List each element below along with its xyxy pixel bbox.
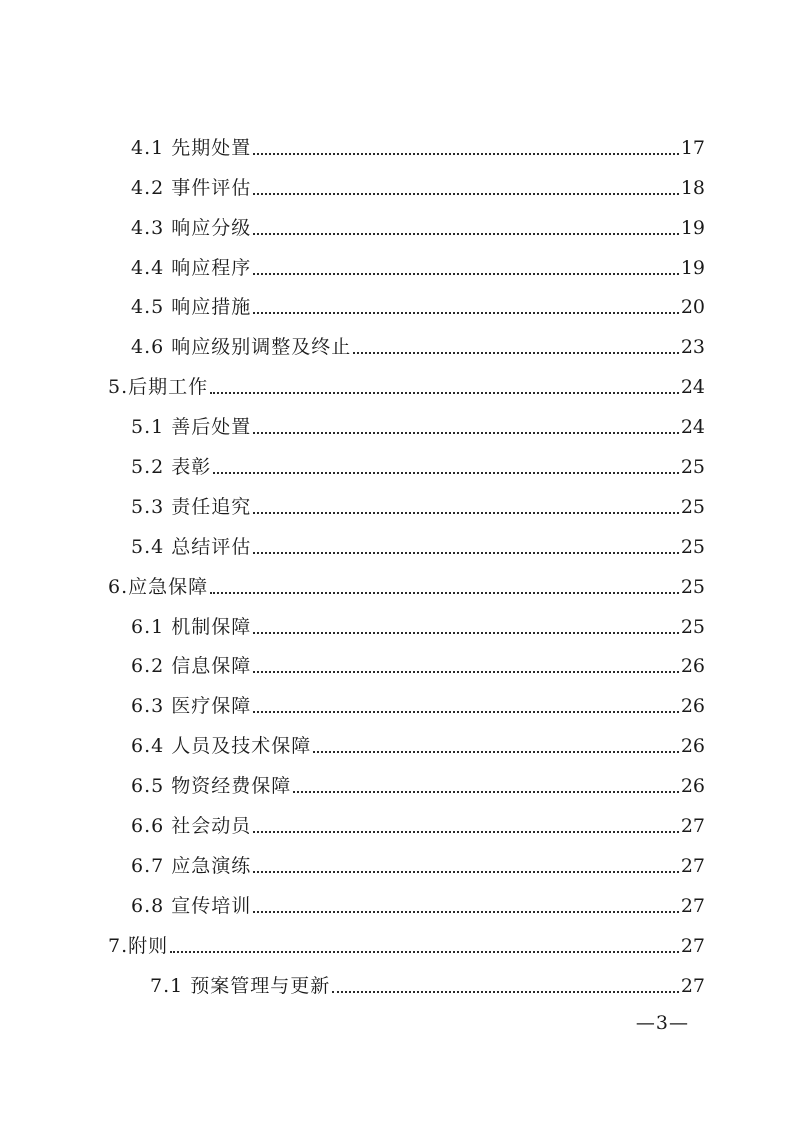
toc-entry-page-number: 27: [680, 815, 705, 838]
toc-dot-leader: [253, 830, 679, 833]
toc-entry[interactable]: [0, 168, 793, 208]
toc-entry-page-number: 24: [680, 416, 705, 439]
toc-entry-page-number: 27: [680, 974, 705, 997]
toc-entry-page-number: 19: [680, 216, 705, 239]
toc-dot-leader: [253, 431, 679, 434]
toc-entry-title: 6.应急保障: [108, 575, 209, 598]
toc-entry-page-number: 17: [680, 136, 705, 159]
toc-dot-leader: [253, 152, 679, 155]
toc-entry[interactable]: [0, 407, 793, 447]
toc-dot-leader: [253, 192, 679, 195]
toc-entry-title: 4.6 响应级别调整及终止: [131, 336, 352, 359]
toc-entry-title: 7.1 预案管理与更新: [150, 974, 331, 997]
toc-dot-leader: [210, 591, 679, 594]
toc-entry-title: 4.2 事件评估: [131, 176, 252, 199]
toc-dot-leader: [253, 232, 679, 235]
toc-entry-title: 4.5 响应措施: [131, 296, 252, 319]
toc-dot-leader: [253, 710, 679, 713]
toc-entry-title: 5.后期工作: [108, 376, 209, 399]
page-number: —3—: [635, 1012, 689, 1034]
toc-entry-page-number: 18: [680, 176, 705, 199]
toc-entry[interactable]: [0, 926, 793, 966]
toc-entry-page-number: 25: [680, 495, 705, 518]
toc-entry[interactable]: [0, 248, 793, 288]
toc-dot-leader: [293, 790, 679, 793]
toc-entry[interactable]: [0, 647, 793, 687]
toc-entry[interactable]: [0, 766, 793, 806]
toc-dot-leader: [253, 910, 679, 913]
toc-entry[interactable]: [0, 487, 793, 527]
toc-entry-page-number: 26: [680, 655, 705, 678]
toc-entry[interactable]: [0, 288, 793, 328]
toc-entry-page-number: 27: [680, 934, 705, 957]
toc-entry-title: 6.1 机制保障: [131, 615, 252, 638]
toc-entry-title: 5.2 表彰: [131, 456, 212, 479]
toc-dot-leader: [213, 471, 679, 474]
toc-entry[interactable]: [0, 806, 793, 846]
toc-entry-title: 6.6 社会动员: [131, 815, 252, 838]
toc-entry-page-number: 26: [680, 695, 705, 718]
toc-dot-leader: [253, 511, 679, 514]
toc-entry-page-number: 27: [680, 894, 705, 917]
toc-entry-page-number: 27: [680, 854, 705, 877]
toc-dot-leader: [253, 272, 679, 275]
toc-entry-title: 4.3 响应分级: [131, 216, 252, 239]
toc-entry-title: 4.1 先期处置: [131, 136, 252, 159]
toc-entry-page-number: 25: [680, 615, 705, 638]
toc-dot-leader: [253, 311, 679, 314]
toc-entry-title: 6.7 应急演练: [131, 854, 252, 877]
toc-entry[interactable]: [0, 367, 793, 407]
toc-entry-page-number: 19: [680, 256, 705, 279]
toc-entry[interactable]: [0, 607, 793, 647]
toc-entry[interactable]: [0, 567, 793, 607]
toc-entry-title: 6.3 医疗保障: [131, 695, 252, 718]
toc-entry[interactable]: [0, 447, 793, 487]
toc-dot-leader: [253, 551, 679, 554]
toc-dot-leader: [170, 950, 679, 953]
toc-entry-page-number: 26: [680, 735, 705, 758]
toc-entry-title: 5.4 总结评估: [131, 535, 252, 558]
toc-entry-page-number: 23: [680, 336, 705, 359]
toc-dot-leader: [332, 990, 679, 993]
table-of-contents: [0, 128, 793, 1006]
toc-entry[interactable]: [0, 726, 793, 766]
toc-entry[interactable]: [0, 886, 793, 926]
toc-entry-title: 6.4 人员及技术保障: [131, 735, 312, 758]
toc-dot-leader: [253, 670, 679, 673]
toc-entry-title: 7.附则: [108, 934, 169, 957]
toc-entry[interactable]: [0, 966, 793, 1006]
toc-entry-page-number: 25: [680, 456, 705, 479]
toc-entry-page-number: 25: [680, 575, 705, 598]
toc-dot-leader: [253, 870, 679, 873]
toc-entry[interactable]: [0, 846, 793, 886]
toc-dot-leader: [353, 351, 679, 354]
toc-entry[interactable]: [0, 327, 793, 367]
toc-entry[interactable]: [0, 128, 793, 168]
toc-dot-leader: [313, 750, 679, 753]
toc-entry[interactable]: [0, 208, 793, 248]
toc-entry-title: 6.2 信息保障: [131, 655, 252, 678]
toc-entry[interactable]: [0, 527, 793, 567]
toc-entry-page-number: 25: [680, 535, 705, 558]
toc-entry-title: 5.1 善后处置: [131, 416, 252, 439]
toc-entry-page-number: 24: [680, 376, 705, 399]
toc-entry-title: 4.4 响应程序: [131, 256, 252, 279]
toc-entry[interactable]: [0, 686, 793, 726]
toc-dot-leader: [210, 391, 679, 394]
toc-dot-leader: [253, 631, 679, 634]
toc-entry-page-number: 20: [680, 296, 705, 319]
toc-entry-title: 5.3 责任追究: [131, 495, 252, 518]
toc-entry-page-number: 26: [680, 775, 705, 798]
toc-entry-title: 6.8 宣传培训: [131, 894, 252, 917]
toc-entry-title: 6.5 物资经费保障: [131, 775, 292, 798]
